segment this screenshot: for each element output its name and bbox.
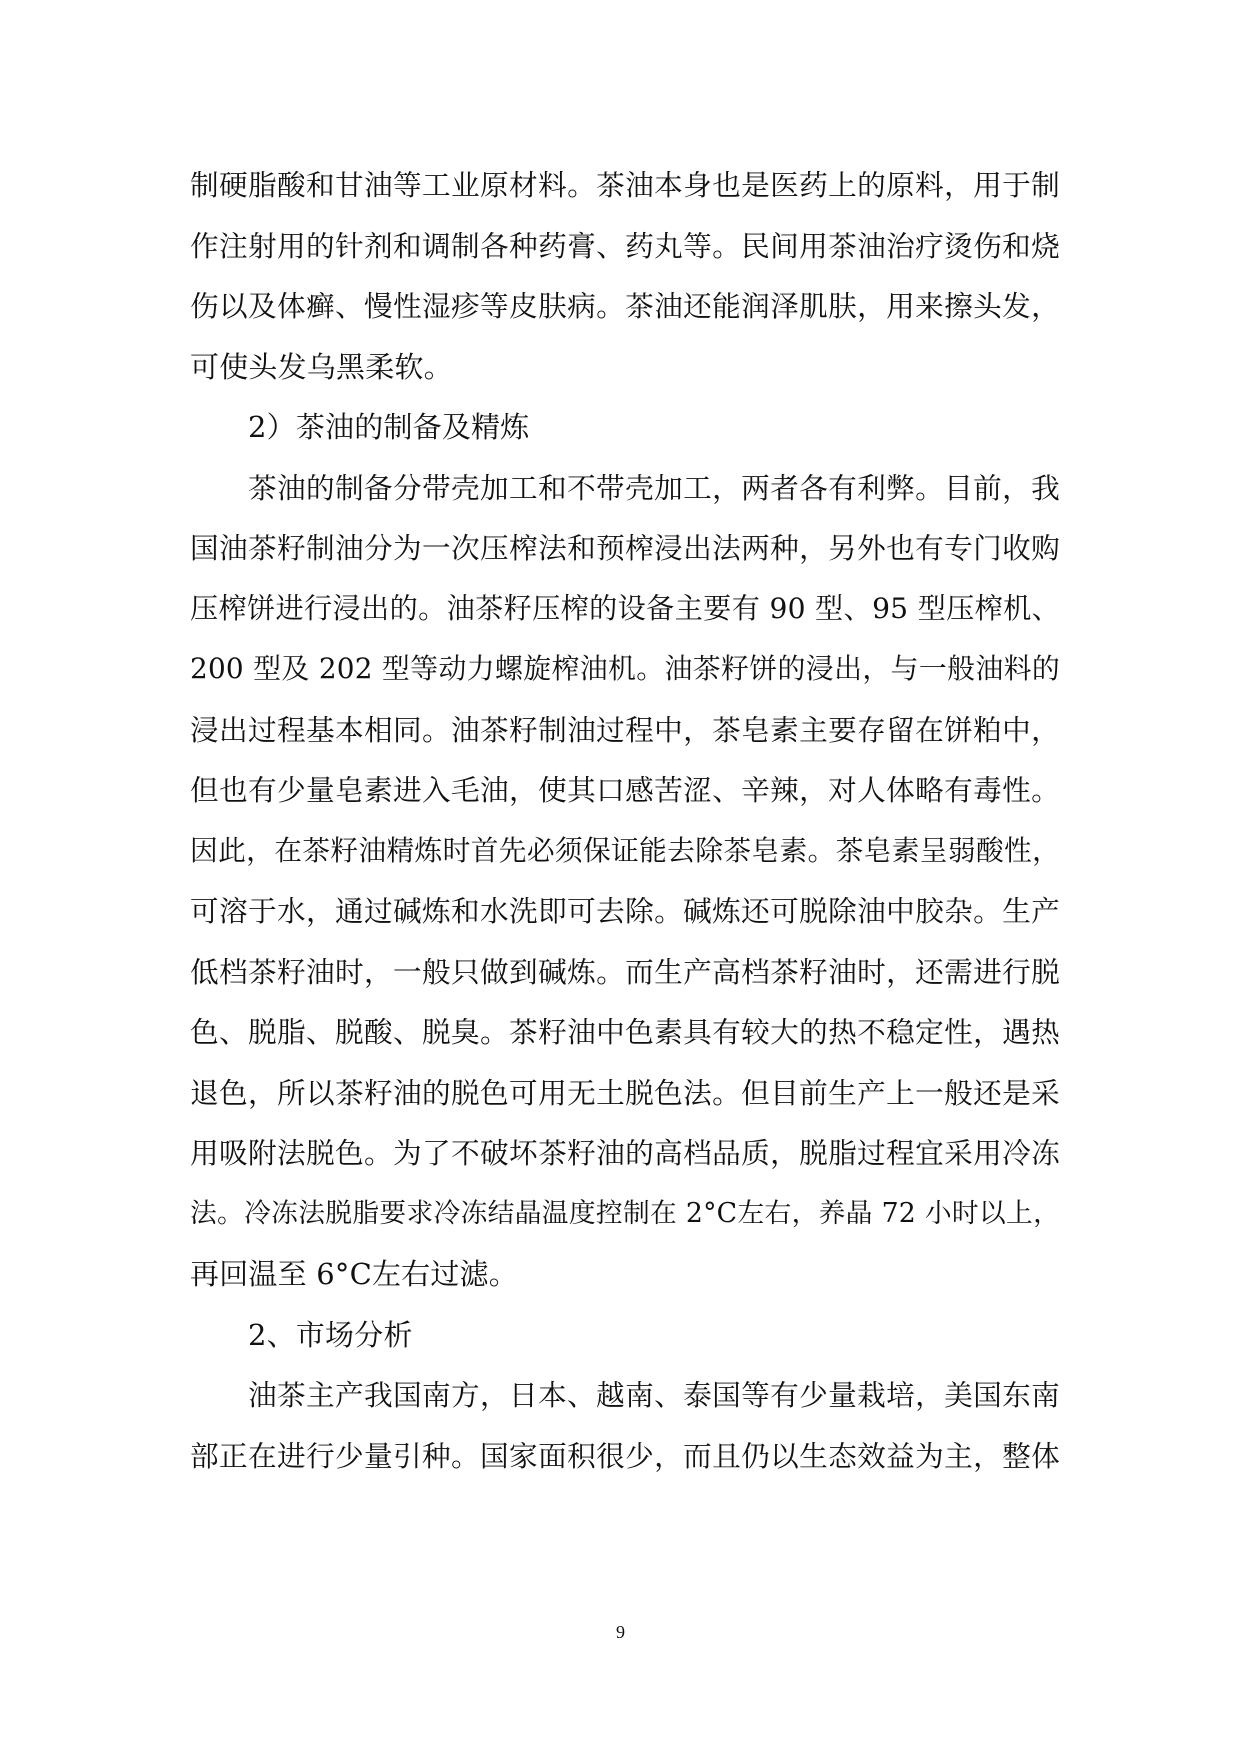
text-line: 因此，在茶籽油精炼时首先必须保证能去除茶皂素。茶皂素呈弱酸性， [190, 833, 1060, 867]
text-line: 再回温至 6°C左右过滤。 [190, 1257, 518, 1291]
text-line: 退色，所以茶籽油的脱色可用无土脱色法。但目前生产上一般还是采 [190, 1075, 1060, 1110]
text-line: 可使头发乌黑柔软。 [190, 349, 453, 384]
body-text [190, 155, 1060, 1486]
text-line: 色、脱脂、脱酸、脱臭。茶籽油中色素具有较大的热不稳定性，遇热 [190, 1015, 1060, 1049]
text-line: 可溶于水，通过碱炼和水洗即可去除。碱炼还可脱除油中胶杂。生产 [190, 894, 1060, 928]
text-line: 用吸附法脱色。为了不破坏茶籽油的高档品质，脱脂过程宜采用冷冻 [190, 1136, 1060, 1170]
text-line: 部正在进行少量引种。国家面积很少，而且仍以生态效益为主，整体 [190, 1438, 1060, 1473]
text-line: 2、市场分析 [248, 1317, 413, 1352]
text-line: 法。冷冻法脱脂要求冷冻结晶温度控制在 2°C左右，养晶 72 小时以上， [190, 1197, 1060, 1229]
text-line: 油茶主产我国南方，日本、越南、泰国等有少量栽培，美国东南 [248, 1378, 1060, 1412]
text-line: 200 型及 202 型等动力螺旋榨油机。油茶籽饼的浸出，与一般油料的 [190, 652, 1060, 685]
text-line: 茶油的制备分带壳加工和不带壳加工，两者各有利弊。目前，我 [248, 470, 1060, 505]
text-line: 但也有少量皂素进入毛油，使其口感苦涩、辛辣，对人体略有毒性。 [190, 773, 1060, 807]
text-line: 浸出过程基本相同。油茶籽制油过程中，茶皂素主要存留在饼粕中， [190, 712, 1060, 747]
text-line: 作注射用的针剂和调制各种药膏、药丸等。民间用茶油治疗烫伤和烧 [190, 228, 1060, 263]
text-line: 国油茶籽制油分为一次压榨法和预榨浸出法两种，另外也有专门收购 [190, 531, 1060, 565]
text-line: 伤以及体癣、慢性湿疹等皮肤病。茶油还能润泽肌肤，用来擦头发， [190, 289, 1060, 323]
page-number: 9 [616, 1622, 625, 1642]
text-line: 低档茶籽油时，一般只做到碱炼。而生产高档茶籽油时，还需进行脱 [190, 954, 1060, 989]
text-line: 2）茶油的制备及精炼 [248, 410, 530, 444]
text-line: 制硬脂酸和甘油等工业原材料。茶油本身也是医药上的原料，用于制 [190, 168, 1060, 202]
text-line: 压榨饼进行浸出的。油茶籽压榨的设备主要有 90 型、95 型压榨机、 [190, 591, 1060, 625]
